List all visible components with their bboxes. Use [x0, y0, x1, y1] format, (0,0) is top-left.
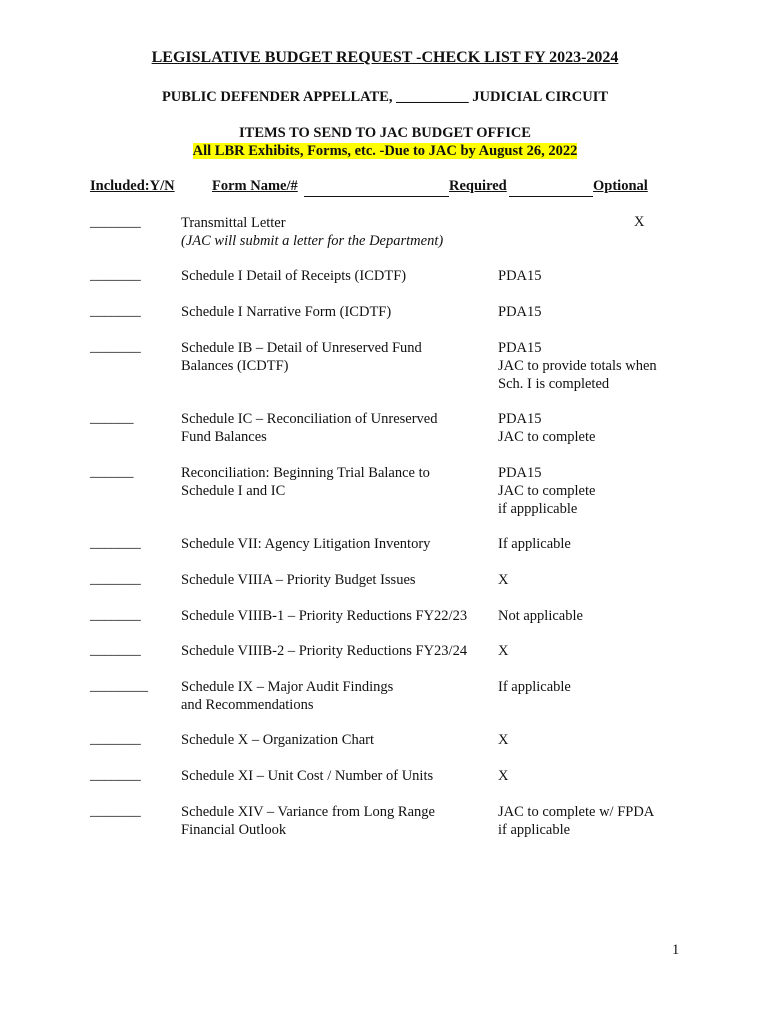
required-value: X	[498, 732, 509, 748]
form-name: Schedule IB – Detail of Unreserved Fund	[181, 340, 422, 356]
items-heading: ITEMS TO SEND TO JAC BUDGET OFFICE	[239, 125, 531, 141]
document-title: LEGISLATIVE BUDGET REQUEST -CHECK LIST FY 2023-2024	[151, 49, 619, 66]
required-value: X	[498, 572, 509, 588]
required-value-line2: if applicable	[498, 822, 571, 838]
included-blank[interactable]: _______	[90, 767, 141, 783]
form-name: Schedule X – Organization Chart	[181, 732, 375, 748]
required-value: PDA15	[498, 268, 542, 284]
included-blank[interactable]: ______	[90, 410, 134, 426]
header-underline	[304, 178, 449, 197]
form-name: Schedule VIIIB-1 – Priority Reductions FY22/23	[181, 608, 468, 624]
required-value: PDA15	[498, 340, 542, 356]
form-name: Schedule VII: Agency Litigation Inventory	[181, 536, 431, 552]
form-name: Schedule IX – Major Audit Findings	[181, 679, 394, 695]
included-blank[interactable]: ______	[90, 464, 134, 480]
required-value-line2: JAC to complete	[498, 483, 596, 499]
form-name: Reconciliation: Beginning Trial Balance to	[181, 465, 430, 481]
included-blank[interactable]: _______	[90, 214, 141, 230]
required-value: Not applicable	[498, 608, 583, 624]
required-value-line2: JAC to provide totals when	[498, 358, 657, 374]
form-name: Schedule VIIIB-2 – Priority Reductions FY23/24	[181, 643, 468, 659]
included-blank[interactable]: _______	[90, 607, 141, 623]
form-name: Schedule I Narrative Form (ICDTF)	[181, 304, 392, 320]
column-header-included: Included:Y/N	[90, 178, 175, 194]
column-header-required: Required	[449, 178, 507, 194]
optional-mark: X	[634, 214, 645, 230]
required-value: PDA15	[498, 304, 542, 320]
included-blank[interactable]: _______	[90, 267, 141, 283]
required-value: If applicable	[498, 679, 571, 695]
page-number: 1	[672, 942, 680, 958]
form-name: Transmittal Letter	[181, 215, 286, 231]
form-name-line2: Financial Outlook	[181, 822, 287, 838]
included-blank[interactable]: _______	[90, 339, 141, 355]
due-note	[0, 143, 770, 160]
required-value: X	[498, 768, 509, 784]
included-blank[interactable]: _______	[90, 535, 141, 551]
form-note: (JAC will submit a letter for the Department)	[181, 233, 444, 249]
column-header-form-name: Form Name/#	[212, 178, 298, 194]
required-value-line2: JAC to complete	[498, 429, 596, 445]
document-subtitle: PUBLIC DEFENDER APPELLATE, __________ JUDICIAL CIRCUIT	[161, 89, 609, 105]
required-value: PDA15	[498, 465, 542, 481]
form-name: Schedule VIIIA – Priority Budget Issues	[181, 572, 416, 588]
included-blank[interactable]: _______	[90, 642, 141, 658]
due-note-highlight: All LBR Exhibits, Forms, etc. -Due to JAC by August 26, 2022	[192, 143, 578, 159]
column-header-optional: Optional	[593, 178, 648, 194]
form-name: Schedule XI – Unit Cost / Number of Units	[181, 768, 434, 784]
header-underline	[509, 178, 593, 197]
form-name-line2: Balances (ICDTF)	[181, 358, 289, 374]
form-name: Schedule IC – Reconciliation of Unreserved	[181, 411, 438, 427]
required-value-line3: Sch. I is completed	[498, 376, 610, 392]
form-name-line2: and Recommendations	[181, 697, 314, 713]
included-blank[interactable]: _______	[90, 803, 141, 819]
included-blank[interactable]: _______	[90, 303, 141, 319]
form-name: Schedule I Detail of Receipts (ICDTF)	[181, 268, 407, 284]
required-value: If applicable	[498, 536, 571, 552]
included-blank[interactable]: _______	[90, 731, 141, 747]
included-blank[interactable]: ________	[90, 678, 148, 694]
form-name-line2: Fund Balances	[181, 429, 267, 445]
required-value: PDA15	[498, 411, 542, 427]
required-value: JAC to complete w/ FPDA	[498, 804, 655, 820]
required-value: X	[498, 643, 509, 659]
required-value-line3: if appplicable	[498, 501, 578, 517]
form-name-line2: Schedule I and IC	[181, 483, 286, 499]
included-blank[interactable]: _______	[90, 571, 141, 587]
form-name: Schedule XIV – Variance from Long Range	[181, 804, 435, 820]
